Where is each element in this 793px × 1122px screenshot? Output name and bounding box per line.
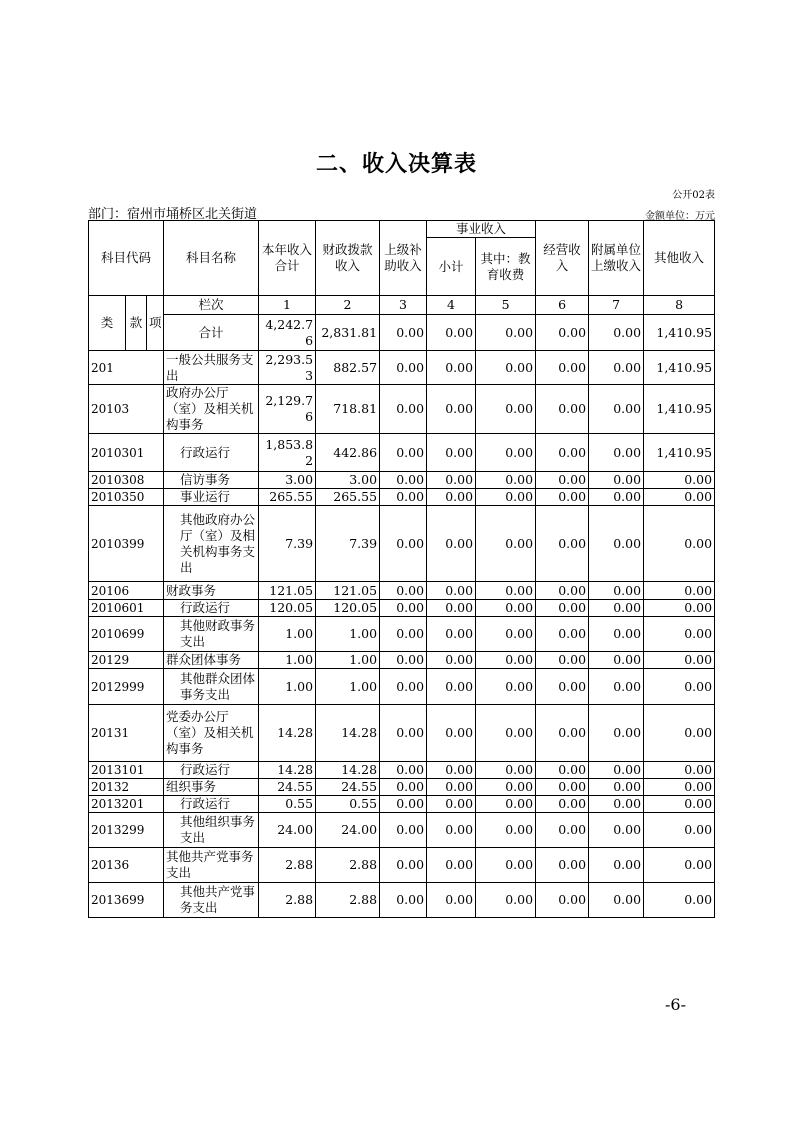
- amount-cell: 0.00: [536, 762, 589, 779]
- amount-cell: 0.55: [316, 796, 380, 813]
- amount-cell: 882.57: [316, 351, 380, 385]
- amount-cell: 2.88: [259, 883, 316, 918]
- subject-name-cell: 财政事务: [164, 582, 259, 600]
- amount-cell: 0.00: [536, 351, 589, 385]
- subject-name-cell: 信访事务: [164, 472, 259, 489]
- amount-cell: 0.00: [536, 489, 589, 506]
- amount-cell: 1,410.95: [644, 351, 715, 385]
- amount-cell: 0.00: [380, 848, 427, 883]
- amount-cell: 0.00: [427, 813, 476, 848]
- amount-cell: 0.00: [476, 506, 536, 582]
- amount-cell: 0.00: [536, 796, 589, 813]
- amount-cell: 0.00: [427, 582, 476, 600]
- subject-code-cell: 2010601: [89, 600, 164, 617]
- amount-cell: 0.00: [427, 617, 476, 652]
- subject-code-cell: 20132: [89, 779, 164, 796]
- amount-cell: 0.00: [644, 506, 715, 582]
- subject-code-cell: 20106: [89, 582, 164, 600]
- amount-cell: 0.00: [536, 779, 589, 796]
- sum-fiscal: 2,831.81: [316, 315, 380, 351]
- table-row: [89, 762, 715, 779]
- amount-cell: 0.00: [476, 883, 536, 918]
- amount-cell: 0.00: [536, 434, 589, 472]
- amount-cell: 0.55: [259, 796, 316, 813]
- table-row: [89, 489, 715, 506]
- amount-cell: 0.00: [427, 779, 476, 796]
- sum-subtotal: 0.00: [427, 315, 476, 351]
- amount-cell: 0.00: [380, 489, 427, 506]
- amount-cell: 0.00: [476, 582, 536, 600]
- amount-cell: 0.00: [380, 762, 427, 779]
- subject-name-cell: 政府办公厅（室）及相关机构事务: [164, 385, 259, 434]
- amount-cell: 0.00: [427, 600, 476, 617]
- amount-cell: 0.00: [427, 385, 476, 434]
- amount-cell: 3.00: [316, 472, 380, 489]
- sum-superior: 0.00: [380, 315, 427, 351]
- amount-cell: 0.00: [427, 506, 476, 582]
- amount-cell: 0.00: [380, 385, 427, 434]
- col-num-8: 8: [644, 296, 715, 315]
- amount-cell: 0.00: [536, 813, 589, 848]
- amount-cell: 0.00: [427, 489, 476, 506]
- sum-affiliated: 0.00: [589, 315, 644, 351]
- table-row: [89, 600, 715, 617]
- subject-name-cell: 一般公共服务支出: [164, 351, 259, 385]
- amount-cell: 0.00: [476, 600, 536, 617]
- amount-cell: 0.00: [427, 848, 476, 883]
- amount-cell: 0.00: [589, 796, 644, 813]
- amount-cell: 0.00: [589, 848, 644, 883]
- amount-cell: 14.28: [259, 705, 316, 762]
- header-subject-name: 科目名称: [164, 221, 259, 296]
- table-row: [89, 506, 715, 582]
- subject-code-cell: 2013299: [89, 813, 164, 848]
- amount-cell: 0.00: [380, 600, 427, 617]
- subject-code-cell: 2010399: [89, 506, 164, 582]
- subject-name-cell: 其他财政事务支出: [164, 617, 259, 652]
- header-column-index: 栏次: [164, 296, 259, 315]
- amount-cell: 0.00: [644, 652, 715, 669]
- page-title: 二、收入决算表: [315, 152, 477, 177]
- amount-cell: 1,410.95: [644, 385, 715, 434]
- col-num-1: 1: [259, 296, 316, 315]
- header-total: 本年收入合计: [259, 221, 316, 296]
- header-kuan: 款: [126, 296, 147, 351]
- amount-cell: 0.00: [644, 489, 715, 506]
- amount-cell: 0.00: [476, 762, 536, 779]
- amount-cell: 120.05: [316, 600, 380, 617]
- amount-cell: 0.00: [427, 705, 476, 762]
- amount-cell: 0.00: [427, 351, 476, 385]
- subject-code-cell: 2013201: [89, 796, 164, 813]
- amount-cell: 0.00: [380, 705, 427, 762]
- table-row: [89, 813, 715, 848]
- col-num-7: 7: [589, 296, 644, 315]
- table-row: [89, 796, 715, 813]
- amount-cell: 3.00: [259, 472, 316, 489]
- amount-cell: 2,293.53: [259, 351, 316, 385]
- amount-cell: 1.00: [259, 617, 316, 652]
- page-number: -6-: [665, 995, 686, 1014]
- unit-label: 金额单位：万元: [645, 211, 715, 222]
- amount-cell: 0.00: [476, 813, 536, 848]
- header-superior-subsidy: 上级补助收入: [380, 221, 427, 296]
- amount-cell: 0.00: [644, 582, 715, 600]
- sum-education: 0.00: [476, 315, 536, 351]
- amount-cell: 0.00: [536, 582, 589, 600]
- subject-name-cell: 行政运行: [164, 762, 259, 779]
- amount-cell: 0.00: [476, 351, 536, 385]
- subject-name-cell: 组织事务: [164, 779, 259, 796]
- amount-cell: 0.00: [380, 351, 427, 385]
- subject-code-cell: 20136: [89, 848, 164, 883]
- amount-cell: 0.00: [427, 472, 476, 489]
- table-row: [89, 779, 715, 796]
- subject-name-cell: 其他组织事务支出: [164, 813, 259, 848]
- subject-name-cell: 事业运行: [164, 489, 259, 506]
- table-row: [89, 669, 715, 705]
- sum-label: 合计: [164, 315, 259, 351]
- header-operating: 经营收入: [536, 221, 589, 296]
- amount-cell: 0.00: [589, 617, 644, 652]
- subject-code-cell: 2010308: [89, 472, 164, 489]
- form-number: 公开02表: [672, 190, 715, 201]
- amount-cell: 0.00: [644, 762, 715, 779]
- amount-cell: 1.00: [316, 652, 380, 669]
- amount-cell: 718.81: [316, 385, 380, 434]
- subject-code-cell: 20103: [89, 385, 164, 434]
- sum-operating: 0.00: [536, 315, 589, 351]
- amount-cell: 0.00: [589, 506, 644, 582]
- amount-cell: 0.00: [589, 779, 644, 796]
- subject-code-cell: 20131: [89, 705, 164, 762]
- amount-cell: 14.28: [316, 705, 380, 762]
- amount-cell: 0.00: [476, 617, 536, 652]
- subject-name-cell: 其他群众团体事务支出: [164, 669, 259, 705]
- amount-cell: 0.00: [380, 506, 427, 582]
- header-other: 其他收入: [644, 221, 715, 296]
- amount-cell: 0.00: [380, 883, 427, 918]
- amount-cell: 0.00: [589, 762, 644, 779]
- amount-cell: 0.00: [536, 705, 589, 762]
- amount-cell: 0.00: [644, 779, 715, 796]
- amount-cell: 0.00: [476, 472, 536, 489]
- amount-cell: 0.00: [427, 796, 476, 813]
- subject-name-cell: 行政运行: [164, 434, 259, 472]
- subject-name-cell: 党委办公厅（室）及相关机构事务: [164, 705, 259, 762]
- table-row: [89, 351, 715, 385]
- subject-name-cell: 群众团体事务: [164, 652, 259, 669]
- sum-other: 1,410.95: [644, 315, 715, 351]
- amount-cell: 0.00: [644, 617, 715, 652]
- amount-cell: 14.28: [259, 762, 316, 779]
- amount-cell: 24.00: [259, 813, 316, 848]
- amount-cell: 0.00: [589, 351, 644, 385]
- amount-cell: 265.55: [316, 489, 380, 506]
- amount-cell: 24.55: [316, 779, 380, 796]
- amount-cell: 0.00: [380, 582, 427, 600]
- subject-code-cell: 20129: [89, 652, 164, 669]
- amount-cell: 0.00: [476, 489, 536, 506]
- amount-cell: 0.00: [589, 652, 644, 669]
- amount-cell: 265.55: [259, 489, 316, 506]
- amount-cell: 0.00: [380, 617, 427, 652]
- table-row: [89, 385, 715, 434]
- header-xiang: 项: [147, 296, 164, 351]
- col-num-3: 3: [380, 296, 427, 315]
- header-lei: 类: [89, 296, 126, 351]
- department-label: 部门：宿州市埇桥区北关街道: [88, 207, 258, 222]
- amount-cell: 0.00: [589, 669, 644, 705]
- amount-cell: 0.00: [536, 472, 589, 489]
- amount-cell: 7.39: [259, 506, 316, 582]
- amount-cell: 0.00: [536, 385, 589, 434]
- amount-cell: 0.00: [380, 434, 427, 472]
- header-affiliated: 附属单位上缴收入: [589, 221, 644, 296]
- amount-cell: 1.00: [259, 652, 316, 669]
- table-row: [89, 652, 715, 669]
- header-subject-code: 科目代码: [89, 221, 164, 296]
- amount-cell: 7.39: [316, 506, 380, 582]
- amount-cell: 0.00: [589, 705, 644, 762]
- table-row: [89, 705, 715, 762]
- subject-name-cell: 其他共产党事务支出: [164, 848, 259, 883]
- amount-cell: 0.00: [476, 669, 536, 705]
- amount-cell: 0.00: [589, 600, 644, 617]
- income-table: [88, 220, 715, 918]
- subject-code-cell: 2013101: [89, 762, 164, 779]
- amount-cell: 0.00: [380, 796, 427, 813]
- col-num-2: 2: [316, 296, 380, 315]
- amount-cell: 0.00: [589, 883, 644, 918]
- amount-cell: 0.00: [536, 506, 589, 582]
- amount-cell: 0.00: [427, 669, 476, 705]
- amount-cell: 2.88: [259, 848, 316, 883]
- amount-cell: 0.00: [380, 472, 427, 489]
- subject-name-cell: 其他共产党事务支出: [164, 883, 259, 918]
- amount-cell: 0.00: [536, 652, 589, 669]
- amount-cell: 2.88: [316, 883, 380, 918]
- amount-cell: 0.00: [427, 434, 476, 472]
- amount-cell: 0.00: [644, 705, 715, 762]
- amount-cell: 0.00: [476, 848, 536, 883]
- amount-cell: 0.00: [427, 762, 476, 779]
- subject-name-cell: 行政运行: [164, 796, 259, 813]
- col-num-5: 5: [476, 296, 536, 315]
- amount-cell: 121.05: [316, 582, 380, 600]
- amount-cell: 0.00: [476, 385, 536, 434]
- header-education-fee: 其中：教育收费: [476, 238, 536, 296]
- subject-code-cell: 2013699: [89, 883, 164, 918]
- amount-cell: 2,129.76: [259, 385, 316, 434]
- amount-cell: 0.00: [427, 652, 476, 669]
- amount-cell: 0.00: [589, 813, 644, 848]
- amount-cell: 0.00: [589, 385, 644, 434]
- amount-cell: 0.00: [380, 652, 427, 669]
- table-row: [89, 472, 715, 489]
- amount-cell: 0.00: [476, 705, 536, 762]
- amount-cell: 2.88: [316, 848, 380, 883]
- amount-cell: 0.00: [644, 848, 715, 883]
- amount-cell: 0.00: [380, 813, 427, 848]
- amount-cell: 0.00: [589, 489, 644, 506]
- amount-cell: 120.05: [259, 600, 316, 617]
- table-row: [89, 848, 715, 883]
- amount-cell: 1.00: [259, 669, 316, 705]
- amount-cell: 0.00: [536, 848, 589, 883]
- col-num-4: 4: [427, 296, 476, 315]
- amount-cell: 1,853.82: [259, 434, 316, 472]
- amount-cell: 0.00: [536, 617, 589, 652]
- amount-cell: 0.00: [476, 434, 536, 472]
- amount-cell: 0.00: [644, 813, 715, 848]
- header-subtotal: 小计: [427, 238, 476, 296]
- table-row: [89, 434, 715, 472]
- subject-code-cell: 2010699: [89, 617, 164, 652]
- sum-total: 4,242.76: [259, 315, 316, 351]
- col-num-6: 6: [536, 296, 589, 315]
- amount-cell: 0.00: [644, 472, 715, 489]
- header-business-income: 事业收入: [427, 221, 536, 238]
- subject-code-cell: 2010350: [89, 489, 164, 506]
- amount-cell: 0.00: [427, 883, 476, 918]
- amount-cell: 0.00: [589, 472, 644, 489]
- amount-cell: 24.00: [316, 813, 380, 848]
- amount-cell: 0.00: [644, 600, 715, 617]
- amount-cell: 1.00: [316, 669, 380, 705]
- amount-cell: 0.00: [644, 669, 715, 705]
- table-row: [89, 883, 715, 918]
- subject-code-cell: 201: [89, 351, 164, 385]
- amount-cell: 0.00: [589, 582, 644, 600]
- amount-cell: 0.00: [476, 652, 536, 669]
- amount-cell: 0.00: [644, 883, 715, 918]
- amount-cell: 0.00: [380, 779, 427, 796]
- amount-cell: 0.00: [536, 883, 589, 918]
- amount-cell: 24.55: [259, 779, 316, 796]
- amount-cell: 1.00: [316, 617, 380, 652]
- table-row: [89, 617, 715, 652]
- amount-cell: 0.00: [476, 796, 536, 813]
- amount-cell: 442.86: [316, 434, 380, 472]
- amount-cell: 0.00: [536, 600, 589, 617]
- header-fiscal: 财政拨款收入: [316, 221, 380, 296]
- amount-cell: 0.00: [589, 434, 644, 472]
- amount-cell: 0.00: [536, 669, 589, 705]
- amount-cell: 0.00: [476, 779, 536, 796]
- subject-code-cell: 2012999: [89, 669, 164, 705]
- amount-cell: 0.00: [380, 669, 427, 705]
- subject-code-cell: 2010301: [89, 434, 164, 472]
- amount-cell: 121.05: [259, 582, 316, 600]
- subject-name-cell: 其他政府办公厅（室）及相关机构事务支出: [164, 506, 259, 582]
- amount-cell: 0.00: [644, 796, 715, 813]
- subject-name-cell: 行政运行: [164, 600, 259, 617]
- amount-cell: 1,410.95: [644, 434, 715, 472]
- amount-cell: 14.28: [316, 762, 380, 779]
- table-row: [89, 582, 715, 600]
